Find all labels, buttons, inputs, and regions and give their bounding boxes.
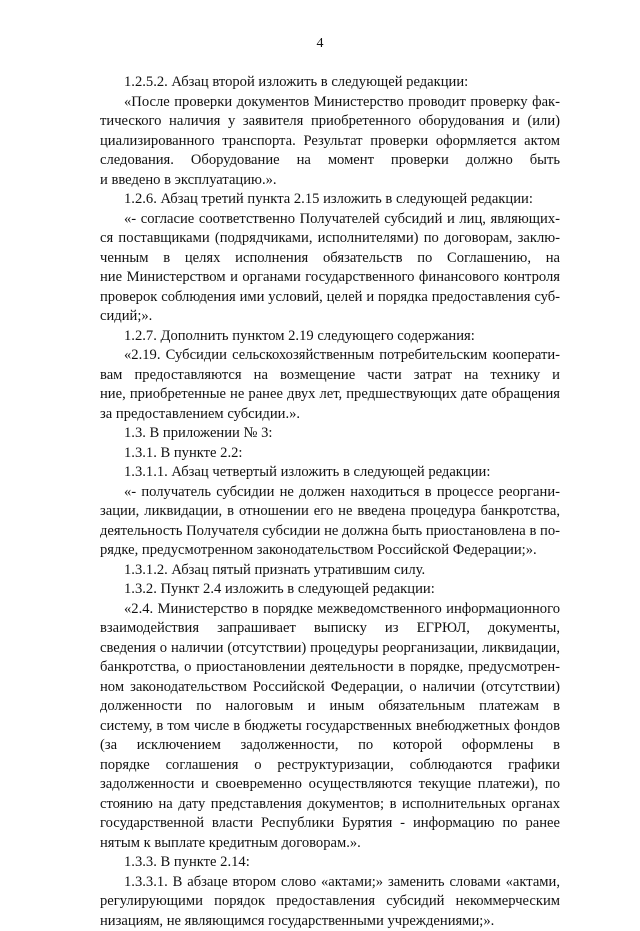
text-line: ние Министерством и органами государственного финансового контроля	[100, 268, 560, 288]
text-line: зации, ликвидации, в отношении его не введена процедура банкротства,	[100, 502, 560, 522]
text-line: ном законодательством Российской Федерации, о наличии (отсутствии)	[100, 678, 560, 698]
text-line: сидий;».	[100, 307, 560, 327]
text-line: банкротства, о приостановлении деятельности в порядке, предусмотрен-	[100, 658, 560, 678]
text-line: 1.3.3. В пункте 2.14:	[100, 853, 560, 873]
text-line: ченным в целях исполнения обязательств по Соглашению, на	[100, 249, 560, 269]
text-line: 1.2.7. Дополнить пунктом 2.19 следующего содержания:	[100, 327, 560, 347]
document-body	[100, 73, 560, 931]
text-line: 1.3.1.2. Абзац пятый признать утратившим силу.	[100, 561, 560, 581]
text-line: «- получатель субсидии не должен находиться в процессе реоргани-	[100, 483, 560, 503]
text-line: ся поставщиками (подрядчиками, исполнителями) по договорам, заклю-	[100, 229, 560, 249]
text-line: нятым к выплате кредитным договорам.».	[100, 834, 560, 854]
text-line: 1.3.1.1. Абзац четвертый изложить в следующей редакции:	[100, 463, 560, 483]
text-line: 1.3.3.1. В абзаце втором слово «актами;» заменить словами «актами,	[100, 873, 560, 893]
text-line: «2.4. Министерство в порядке межведомственного информационного	[100, 600, 560, 620]
text-line: стоянию на дату представления документов; в исполнительных органах	[100, 795, 560, 815]
text-line: задолженности и своевременно осуществляются текущие платежи), по	[100, 775, 560, 795]
page-number: 4	[0, 36, 640, 52]
text-line: ние, приобретенные не ранее двух лет, предшествующих дате обращения	[100, 385, 560, 405]
text-line: 1.3.2. Пункт 2.4 изложить в следующей редакции:	[100, 580, 560, 600]
text-line: циализированного транспорта. Результат проверки оформляется актом	[100, 132, 560, 152]
text-line: сведения о наличии (отсутствии) процедуры реорганизации, ликвидации,	[100, 639, 560, 659]
text-line: деятельность Получателя субсидии не должна быть приостановлена в по-	[100, 522, 560, 542]
text-line: регулирующими порядок предоставления субсидий некоммерческим	[100, 892, 560, 912]
text-line: 1.3.1. В пункте 2.2:	[100, 444, 560, 464]
text-line: «- согласие соответственно Получателей субсидий и лиц, являющих-	[100, 210, 560, 230]
text-line: тического наличия у заявителя приобретенного оборудования и (или)	[100, 112, 560, 132]
text-line: 1.2.6. Абзац третий пункта 2.15 изложить в следующей редакции:	[100, 190, 560, 210]
text-line: систему, в том числе в бюджеты государственных внебюджетных фондов	[100, 717, 560, 737]
text-line: за предоставлением субсидии.».	[100, 405, 560, 425]
text-line: 1.3. В приложении № 3:	[100, 424, 560, 444]
text-line: «2.19. Субсидии сельскохозяйственным потребительским кооперати-	[100, 346, 560, 366]
text-line: государственной власти Республики Бурятия - информацию по ранее	[100, 814, 560, 834]
text-line: проверок соблюдения ими условий, целей и порядка предоставления суб-	[100, 288, 560, 308]
text-line: (за исключением задолженности, по которой оформлены в	[100, 736, 560, 756]
text-line: рядке, предусмотренном законодательством Российской Федерации;».	[100, 541, 560, 561]
text-line: долженности по налоговым и иным обязательным платежам в	[100, 697, 560, 717]
text-line: низациям, не являющимся государственными учреждениями;».	[100, 912, 560, 931]
text-line: вам предоставляются на возмещение части затрат на технику и	[100, 366, 560, 386]
text-line: взаимодействия запрашивает выписку из ЕГРЮЛ, документы,	[100, 619, 560, 639]
text-line: и введено в эксплуатацию.».	[100, 171, 560, 191]
text-line: 1.2.5.2. Абзац второй изложить в следующей редакции:	[100, 73, 560, 93]
text-line: следования. Оборудование на момент проверки должно быть	[100, 151, 560, 171]
text-line: «После проверки документов Министерство проводит проверку фак-	[100, 93, 560, 113]
text-line: порядке соглашения о реструктуризации, соблюдаются графики	[100, 756, 560, 776]
